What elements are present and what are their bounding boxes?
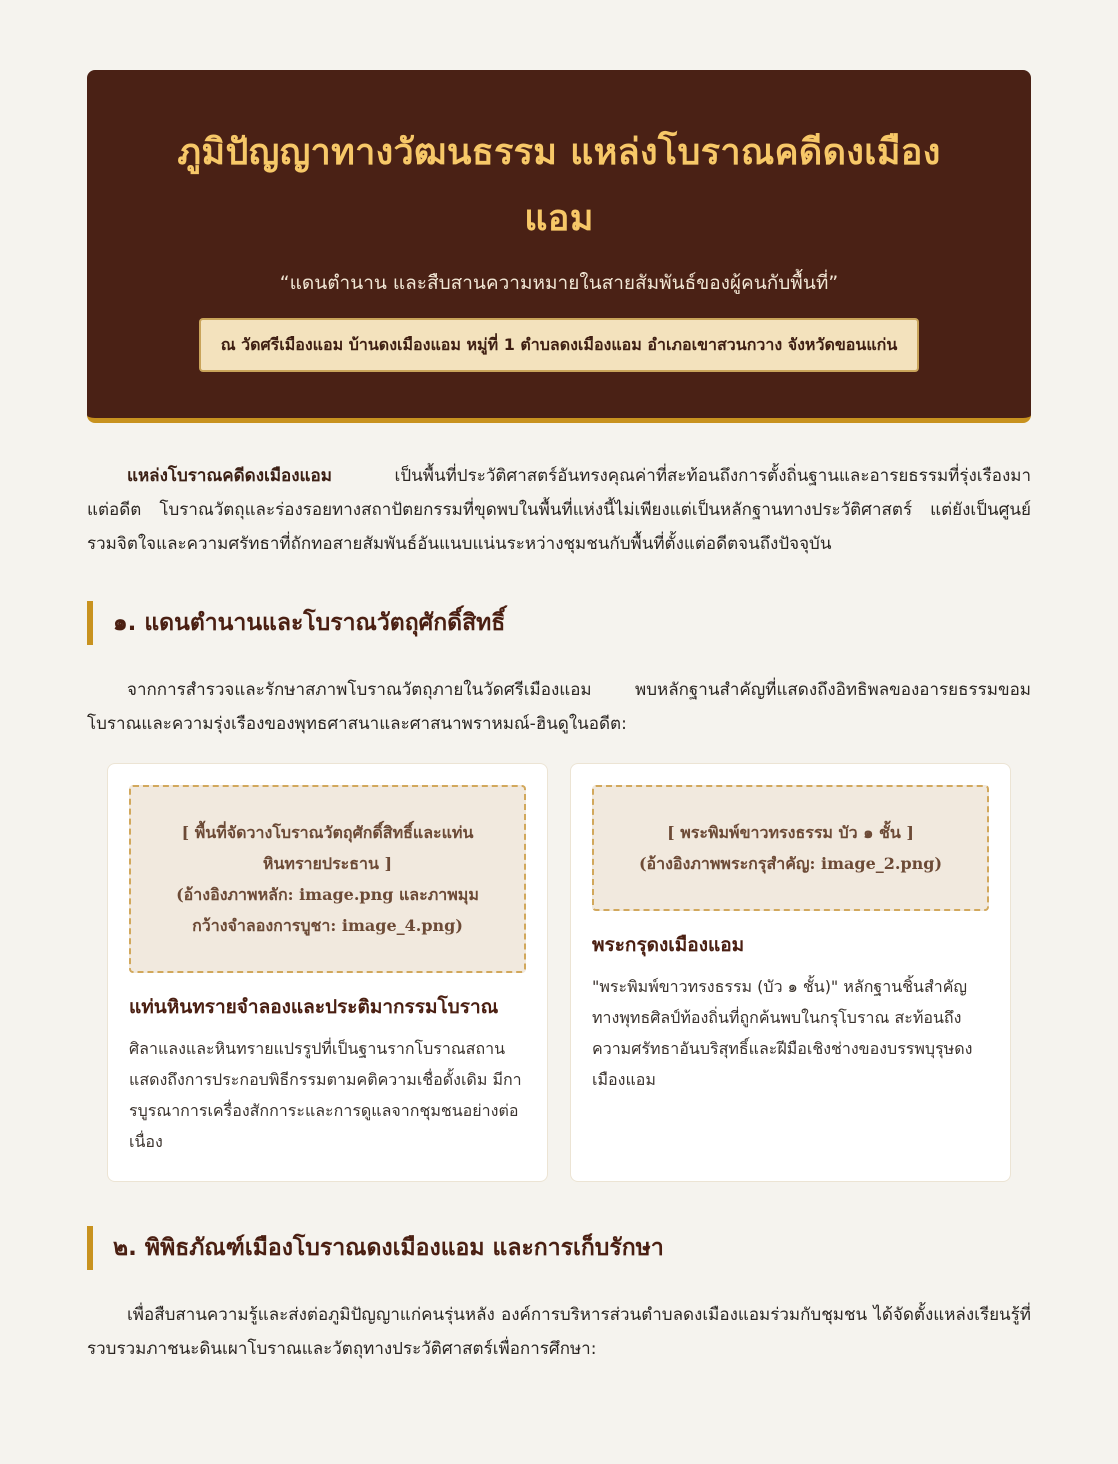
card-text: ศิลาแลงและหินทรายแปรรูปที่เป็นฐานรากโบราณสถาน แสดงถึงการประกอบพิธีกรรมตามคติความเชื่อดั้งเดิม มีการบูรณาการเครื่องสักการะและการดูแลจากชุมชนอย่างต่อเนื่อง xyxy=(129,1039,522,1151)
placeholder-reference: (อ้างอิงภาพหลัก: image.png และภาพมุมกว้างจำลองการบูชา: image_4.png) xyxy=(176,885,479,935)
artifact-card-sandstone xyxy=(107,763,548,1182)
header-banner xyxy=(87,70,1031,423)
intro-lead: แหล่งโบราณคดีดงเมืองแอม xyxy=(127,466,332,486)
card-text: "พระพิมพ์ขาวทรงธรรม (บัว ๑ ชั้น)" หลักฐานชิ้นสำคัญทางพุทธศิลป์ท้องถิ่นที่ถูกค้นพบในกรุโบราณ สะท้อนถึงความศรัทธาอันบริสุทธิ์และฝีมือเชิงช่างของบรรพบุรุษดงเมืองแอม xyxy=(592,977,973,1089)
intro-text: เป็นพื้นที่ประวัติศาสตร์อันทรงคุณค่าที่สะท้อนถึงการตั้งถิ่นฐานและอารยธรรมที่รุ่งเรืองมาแต่อดีต โบราณวัตถุและร่องรอยทางสถาปัตยกรรมที่ขุดพบในพื้นที่แห่งนี้ไม่เพียงแต่เป็นหลักฐานทางประวัติศาสตร์ แต่ยังเป็นศูนย์รวมจิตใจและความศรัทธาที่ถักทอสายสัมพันธ์อันแนบแน่นระหว่างชุมชนกับพื้นที่ตั้งแต่อดีตจนถึงปัจจุบัน xyxy=(87,466,1031,554)
section-1-paragraph: จากการสำรวจและรักษาสภาพโบราณวัตถุภายในวัดศรีเมืองแอม พบหลักฐานสำคัญที่แสดงถึงอิทธิพลของอารยธรรมขอมโบราณและความรุ่งเรืองของพุทธศาสนาและศาสนาพราหมณ์-ฮินดูในอดีต: xyxy=(87,680,1031,734)
card-title: แท่นหินทรายจำลองและประติมากรรมโบราณ xyxy=(129,996,499,1018)
placeholder-title: [ พื้นที่จัดวางโบราณวัตถุศักดิ์สิทธิ์และแท่นหินทรายประธาน ] xyxy=(181,823,474,873)
artifact-cards xyxy=(107,763,1011,1182)
intro-paragraph xyxy=(87,459,1031,561)
page-subtitle: “แดนตำนาน และสืบสานความหมายในสายสัมพันธ์ของผู้คนกับพื้นที่” xyxy=(279,272,839,294)
section-2-heading: ๒. พิพิธภัณฑ์เมืองโบราณดงเมืองแอม และการเก็บรักษา xyxy=(87,1226,1031,1270)
page-title: ภูมิปัญญาทางวัฒนธรรม แหล่งโบราณคดีดงเมืองแอม xyxy=(177,132,941,239)
location-badge: ณ วัดศรีเมืองแอม บ้านดงเมืองแอม หมู่ที่ 1 ตำบลดงเมืองแอม อำเภอเขาสวนกวาง จังหวัดขอนแก่น xyxy=(199,318,920,372)
placeholder-reference: (อ้างอิงภาพพระกรุสำคัญ: image_2.png) xyxy=(638,854,943,873)
section-2-paragraph: เพื่อสืบสานความรู้และส่งต่อภูมิปัญญาแก่คนรุ่นหลัง องค์การบริหารส่วนตำบลดงเมืองแอมร่วมกับชุมชน ได้จัดตั้งแหล่งเรียนรู้ที่รวบรวมภาชนะดินเผาโบราณและวัตถุทางประวัติศาสตร์เพื่อการศึกษา: xyxy=(87,1305,1031,1359)
artifact-card-amulet xyxy=(570,763,1011,1182)
image-placeholder xyxy=(592,785,989,911)
placeholder-title: [ พระพิมพ์ขาวทรงธรรม บัว ๑ ชั้น ] xyxy=(667,823,914,842)
card-title: พระกรุดงเมืองแอม xyxy=(592,934,745,956)
section-1-heading: ๑. แดนตำนานและโบราณวัตถุศักดิ์สิทธิ์ xyxy=(87,601,1031,645)
image-placeholder xyxy=(129,785,526,973)
